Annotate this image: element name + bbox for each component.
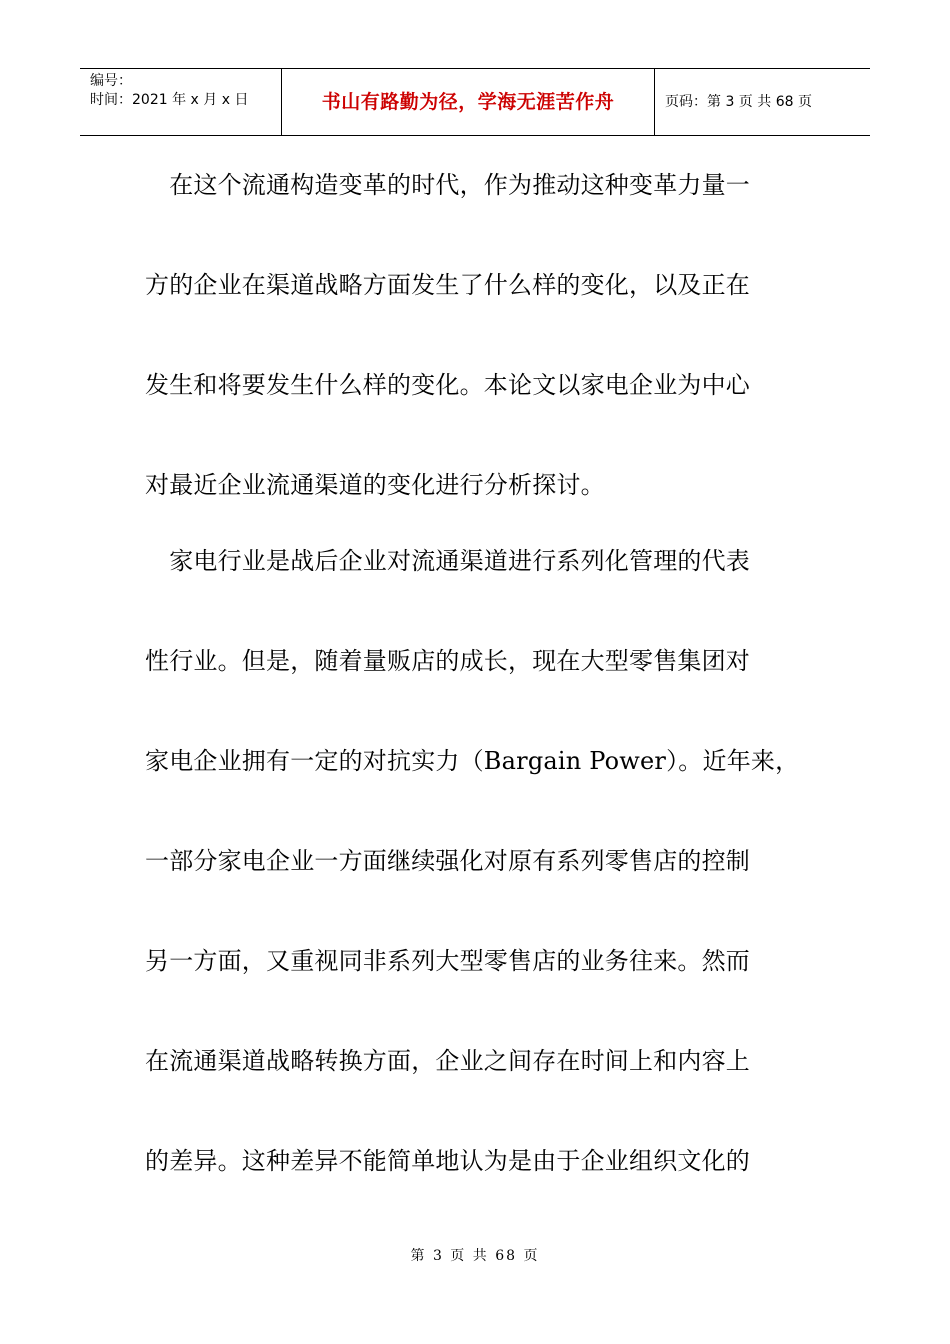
body-line: 在流通渠道战略转换方面，企业之间存在时间上和内容上: [145, 1047, 750, 1075]
body-line: 性行业。但是，随着量贩店的成长，现在大型零售集团对: [145, 647, 750, 675]
document-header: [80, 68, 870, 136]
body-line: 方的企业在渠道战略方面发生了什么样的变化，以及正在: [145, 271, 750, 299]
page-footer: 第 3 页 共 68 页: [410, 1248, 540, 1264]
document-time-label: 时间：2021 年 x 月 x 日: [90, 92, 249, 108]
body-line: 家电行业是战后企业对流通渠道进行系列化管理的代表: [145, 547, 750, 575]
body-line: 发生和将要发生什么样的变化。本论文以家电企业为中心: [145, 371, 750, 399]
header-motto: 书山有路勤为径，学海无涯苦作舟: [282, 69, 655, 135]
body-line: 的差异。这种差异不能简单地认为是由于企业组织文化的: [145, 1147, 750, 1175]
body-line: 在这个流通构造变革的时代，作为推动这种变革力量一: [145, 171, 750, 199]
body-line: 另一方面，又重视同非系列大型零售店的业务往来。然而: [145, 947, 750, 975]
body-line: 家电企业拥有一定的对抗实力（Bargain Power）。近年来，: [145, 747, 800, 775]
body-line: 对最近企业流通渠道的变化进行分析探讨。: [145, 471, 605, 499]
header-page-info: 页码：第 3 页 共 68 页: [665, 94, 812, 110]
body-line: 一部分家电企业一方面继续强化对原有系列零售店的控制: [145, 847, 750, 875]
header-meta-cell: [80, 69, 282, 135]
document-number-label: 编号：: [90, 73, 132, 89]
